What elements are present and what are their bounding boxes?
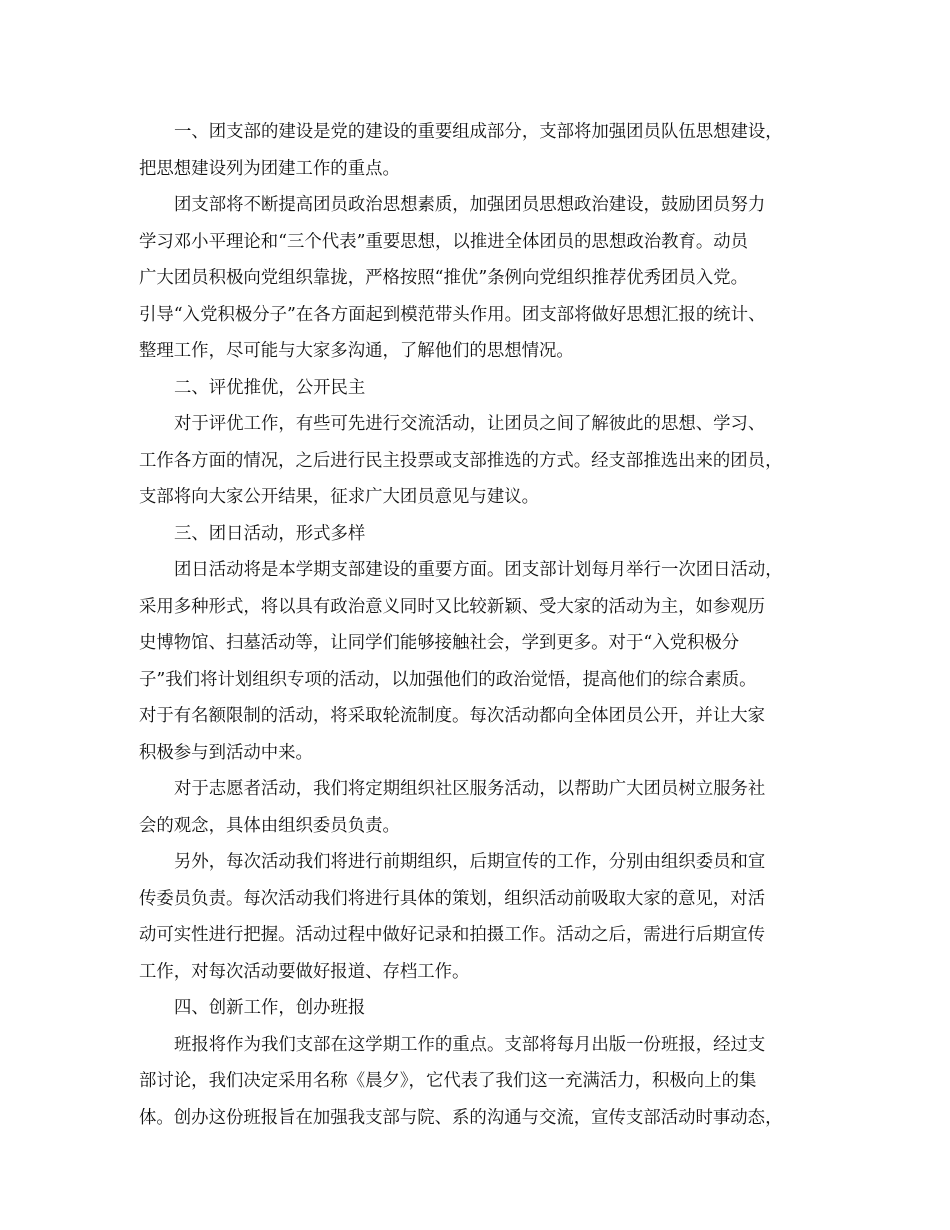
- paragraph-line: 体。创办这份班报旨在加强我支部与院、系的沟通与交流，宣传支部活动时事动态，: [139, 1107, 783, 1128]
- paragraph-line: 积极参与到活动中来。: [139, 742, 313, 763]
- paragraph-line: 团支部将不断提高团员政治思想素质，加强团员思想政治建设，鼓励团员努力: [174, 195, 766, 215]
- paragraph-line: 传委员负责。每次活动我们将进行具体的策划，组织活动前吸取大家的意见，对活: [139, 888, 766, 909]
- section-two-heading: 二、评优推优，公开民主: [174, 377, 366, 398]
- paragraph-line: 工作各方面的情况，之后进行民主投票或支部推选的方式。经支部推选出来的团员，: [139, 450, 783, 471]
- paragraph-line: 动可实性进行把握。活动过程中做好记录和拍摄工作。活动之后，需进行后期宣传: [139, 925, 766, 945]
- paragraph-line: 学习邓小平理论和“三个代表”重要思想，以推进全体团员的思想政治教育。动员: [139, 231, 749, 252]
- paragraph-line: 引导“入党积极分子”在各方面起到模范带头作用。团支部将做好思想汇报的统计、: [139, 304, 766, 325]
- document-body: [139, 114, 829, 1136]
- section-three-heading: 三、团日活动，形式多样: [174, 523, 366, 544]
- paragraph-line: 采用多种形式，将以具有政治意义同时又比较新颖、受大家的活动为主，如参观历: [139, 596, 766, 617]
- paragraph-line: 史博物馆、扫墓活动等，让同学们能够接触社会，学到更多。对于“入党积极分: [139, 633, 740, 653]
- paragraph-line: 对于评优工作，有些可先进行交流活动，让团员之间了解彼此的思想、学习、: [174, 414, 766, 434]
- paragraph-line: 部讨论，我们决定采用名称《晨夕》，它代表了我们这一充满活力，积极向上的集: [139, 1071, 757, 1091]
- paragraph-line: 工作，对每次活动要做好报道、存档工作。: [139, 961, 470, 982]
- paragraph-line: 子”我们将计划组织专项的活动，以加强他们的政治觉悟，提高他们的综合素质。: [139, 669, 757, 690]
- section-one-heading-line-1: 一、团支部的建设是党的建设的重要组成部分，支部将加强团员队伍思想建设，: [174, 122, 783, 142]
- paragraph-line: 广大团员积极向党组织靠拢，严格按照“推优”条例向党组织推荐优秀团员入党。: [139, 268, 749, 288]
- paragraph-line: 另外，每次活动我们将进行前期组织，后期宣传的工作，分别由组织委员和宣: [174, 852, 766, 872]
- paragraph-line: 班报将作为我们支部在这学期工作的重点。支部将每月出版一份班报，经过支: [174, 1034, 766, 1055]
- section-four-heading: 四、创新工作，创办班报: [174, 998, 366, 1018]
- paragraph-line: 支部将向大家公开结果，征求广大团员意见与建议。: [139, 487, 539, 507]
- paragraph-line: 对于志愿者活动，我们将定期组织社区服务活动，以帮助广大团员树立服务社: [174, 779, 766, 799]
- paragraph-line: 整理工作，尽可能与大家多沟通，了解他们的思想情况。: [139, 341, 574, 361]
- paragraph-line: 团日活动将是本学期支部建设的重要方面。团支部计划每月举行一次团日活动，: [174, 560, 783, 580]
- paragraph-line: 对于有名额限制的活动，将采取轮流制度。每次活动都向全体团员公开，并让大家: [139, 706, 766, 726]
- paragraph-line: 会的观念，具体由组织委员负责。: [139, 815, 400, 836]
- section-one-heading-line-2: 把思想建设列为团建工作的重点。: [139, 158, 400, 179]
